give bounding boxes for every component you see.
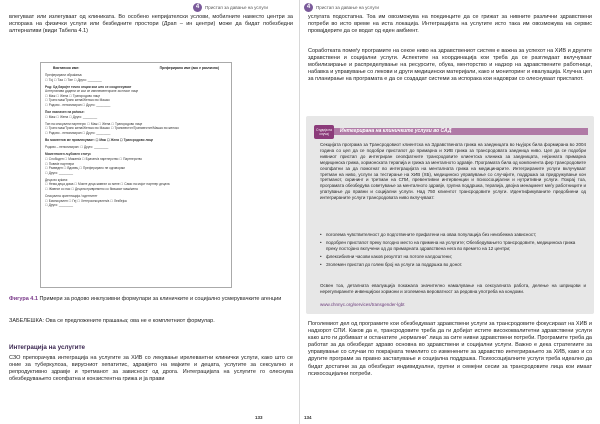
case-study-title: Интегрирана на клиничките услуги во САД — [340, 128, 452, 134]
form-row: ☐ Маж ☐ Жена ☐ Трансродово лице — [45, 93, 101, 98]
form-row: Пол назначен на раѓање: — [45, 110, 85, 115]
form-row: Преферирани обраќања: — [45, 73, 83, 77]
form-row: ☐ Родово - неполизиран ☐ Друго: ________ — [45, 103, 111, 108]
figure-caption-text: Примери за родово инклузивни формулари за клиничките и социјално усмерувачките агенции — [37, 296, 282, 302]
chapter-badge: 4 — [193, 3, 202, 12]
figure-caption — [9, 296, 293, 303]
form-row: ☐ Бисексуален ☐ Геј ☐ Хетеросексуален/а ☐ Лезбејка — [45, 198, 127, 203]
form-row: ☐ Родово - неполизиран ☐ Друго: ________ — [45, 131, 111, 136]
form-row: ☐ Друго: ________ — [45, 170, 74, 175]
form-row: Во моментов ме привлекуваат: ☐ Маж ☐ Жена ☐ Трансродово лице — [45, 138, 154, 143]
section-heading: Интеграција на услугите — [9, 344, 86, 351]
body-paragraph: Поголемиот дел од програмите кои обезбедуваат здравствени услуги за трансродовите фокусираат на ХИВ и надзорот СПИ. Каков да е, трансродовите треба да ги добијат истите висококвалитетни здравствени услуги како што ги добиваат и останатите „нормални“ лица за сите нивни здравствени потреби. Програмите треба да работат за да обезбедат здраво основна во здравствени и социјални услуги. Важно е дека стратегиите за управување со случаи по покрајната темелито со изменените за здравство интегрирањето за ХИВ, како и со другите програми за правно застапување и социјална поддршка. Психосоцијалните услуги треба идеално да бидат достапни за да обезбедат индивидуални, групни и семејни сесии за трансродовите лица кои имаат психосоцијални потреби. — [308, 321, 592, 377]
case-study-link[interactable]: www.chnnyc.org/services/transgender-lgbt — [320, 302, 405, 307]
form-col-preferred-name: Преферирано име (ако е различно) — [159, 66, 219, 70]
list-item: • флексибилни часови каков резултат на потоле калдоштени; — [320, 254, 586, 260]
form-row: ☐ Слободен ☐ Мажен/а ☐ Брачен/a партнерство ☐ Партнерство — [45, 156, 143, 161]
form-row: Моментален љубовен статус — [45, 152, 92, 157]
form-headings — [45, 66, 227, 70]
form-row: ☐ Разведен ☐ Вдовец ☐ Преферирано не одговорам — [45, 166, 125, 171]
chapter-title: Пристап за давање на услуги — [316, 4, 379, 10]
body-paragraph: влегуваат или излегуваат од клиниката. Во особено непријателски услови, мобилните наместо центри за испорака на физички услуги или безбедните простори (Драп – ин центри) може да бидат побезбедни алтернативи (види Табела 4.1) — [9, 14, 293, 35]
body-paragraph: Соработката помеѓу програмите на секое ниво на здравствениот систем е важна за успехот на ХИВ и другите здравствени и социјални услуги. Аспектите на координација кои треба да се разгледаат вклучуваат мобилизирање и распределување на ресурсите, обука, менторство и надзор на здравствените работници, набавка и управување со лекови и други медицински материјали, како и мониторинг и евалуација. Клучна цел за планирање на програмата е да се создадат системи за испорака кои надоврзи со олеснуваат пристапот. — [308, 48, 592, 83]
form-row: Родово – неполизиран: ☐ Друго: ________ — [45, 145, 109, 150]
case-study-closing: Освен тоа, деталната евалуација покажала значително намалување на сексуалната работа, делење на шприцови и нерегулираните инвенцијски хормони и зголемена вероватност за редовна употреба на кондоми. — [320, 283, 586, 294]
form-row: ☐ Транс маж/Транс жена/Женско во Машко — [45, 98, 110, 103]
form-row: ☐ Тој ☐ Таа ☐ Тие ☐ Друго: ________ — [45, 77, 102, 82]
form-col-legal-name: Вистинско име: — [53, 66, 80, 70]
form-row: ☐ Повеќе партнери — [45, 161, 75, 166]
form-row: Сексуална ориентација / идентитет — [45, 194, 98, 199]
running-head — [193, 2, 268, 12]
body-paragraph: услугата подостапна. Тоа им овозможува на поединците да се грижат за нивните различни здравствени потреби во исто време на иста локација. Интеграцијата на услугите исто така им овозможува на сервис провајдерите да се водат од еден амбиент. — [308, 14, 592, 35]
case-study-body: Секцијата програма за Трансродовиот клиентска на Здравствената грижа на заедницата во Њујорк била формирана во 2004 година со цел да се подобри пристапот до примарна и ХИВ грижа за трансродовата заедница ниво. Цел да се подобри нивниот пристап до интегриран сеопфатните трансродовите клиентска клиника за заедницата, нејзината примарна медицинска грижа, хормонската терапија и грижа за менталното здравје. Програмата била од компонента фер трансродовите сеопфатни за да помогнат во интеграцијата на менталната грижа на медицинарите. Интегрираните услуги вклучуваат третман на ниво, услуги за тестирање на ХИВ (ХБ), медицинско управување со случајите, поддршка за придружување кон третманот, скрининг и третман на СПИ, превентивни интервенции и психосоцијални и нутритивни услуги. Покрај тоа, програмата обезбедува советување за менталното здравје, групна поддршка, терапија, двојна менаџмент меѓу работниците и упатување до правни и социјални услуги. Над 750 клиентот трансродовите услуги. Идентификуваните предобиени од интегрираните услуги трансродовата ниво вклучуваат: — [320, 142, 586, 201]
running-head — [304, 2, 379, 12]
figure-label: Фигура 4.1 — [9, 296, 38, 302]
form-row: Тип на сексуални партнери: ☐ Маж ☐ Жена ☐ Трансродово лице — [45, 121, 143, 126]
case-study-box — [306, 116, 594, 314]
body-paragraph: СЗО препорачува интеграција на услугите за ХИВ со лекување ирелевантни клинички услуги, како што се оние за туберкулоза, вирусниот хепатитис, здравјето на мајките и децата, услугите за сексуално и репродуктивно здравје и третманот за зависност од дрога. Интеграцијата на услугите го олеснува обезбедувањето сеопфатна и конзистентна грижа и ја прави — [9, 355, 293, 383]
form-row: ☐ Нема деца дома ☐ Моите деца живеат со мене ☐ Само на мојот партнер децата — [45, 182, 170, 187]
form-row: ☐ Транс маж/Транс жена/Женско во Машко ☐ Трансвестит/Трансвестит/Машко во женско — [45, 126, 179, 131]
list-item: • Зголемен пристап до голем број на услуги за поддршка во донот. — [320, 262, 586, 268]
chapter-title: Пристап за давање на услуги — [205, 4, 268, 10]
form-note: ЗАБЕЛЕШКА: Ова се предложените прашања; ова не е комплетниот формулар. — [9, 318, 215, 324]
form-rows — [45, 73, 227, 208]
form-row: Алтернативи дадени се кои се имплементирале за некое лице — [45, 89, 139, 94]
page-number: 134 — [304, 415, 312, 420]
list-item: • поголема чувствителност до подготвените прифатени на оваа популација без неизбежна зависност; — [320, 232, 586, 238]
form-row: Деца во куќата: — [45, 177, 68, 182]
form-row: ☐ Живеат со нас ☐ Децата привремено со бившиот маж/жена — [45, 186, 138, 191]
page-number: 133 — [255, 415, 263, 420]
right-page — [300, 0, 600, 424]
form-row: Род: Од бирајте точно опции кои што се сооднесуваат — [45, 84, 132, 89]
sample-intake-form — [40, 62, 232, 288]
case-study-tab: Студија на случај — [314, 125, 334, 139]
case-study-list — [320, 232, 586, 270]
chapter-badge: 4 — [304, 3, 313, 12]
form-row: ☐ Друго: ________ — [45, 203, 74, 208]
list-item: • подобрен пристапот преку погодно место на примена на услугите; Обезбедувањето трансродовите, медицинска грижа преку постојано вклучени од до примарната здравствена нега во времето на 12 центри; — [320, 240, 586, 252]
form-row: ☐ Маж ☐ Жена ☐ Друго: ________ — [45, 114, 98, 119]
